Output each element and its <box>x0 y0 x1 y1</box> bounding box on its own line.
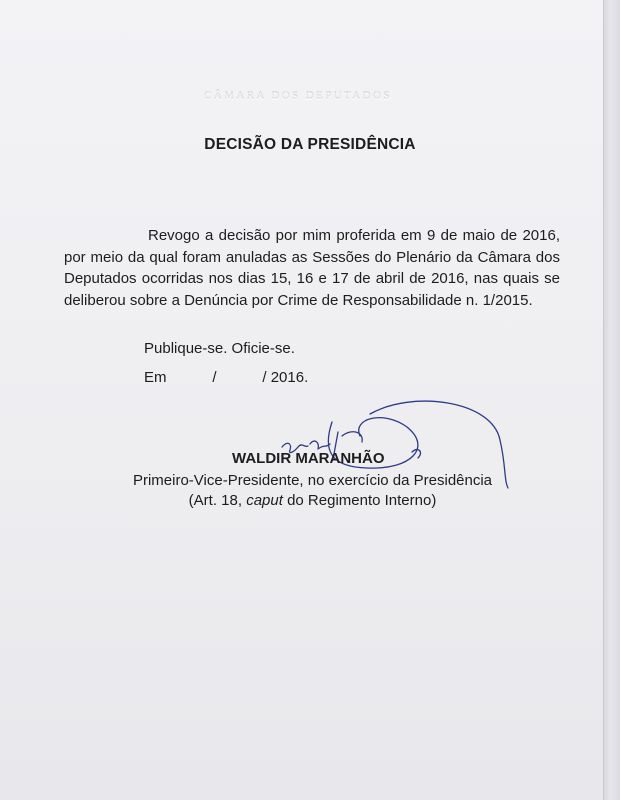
signatory-name: WALDIR MARANHÃO <box>232 450 385 467</box>
publication-order: Publique-se. Oficie-se. <box>144 340 295 357</box>
embossed-letterhead: CÂMARA DOS DEPUTADOS <box>204 90 392 102</box>
date-prefix: Em <box>144 369 167 386</box>
signatory-role <box>110 471 515 511</box>
date-year: / 2016. <box>262 369 309 386</box>
role-article: (Art. 18, <box>188 492 247 509</box>
paper-fold-edge <box>604 0 620 800</box>
role-line-2 <box>110 491 515 511</box>
date-line <box>144 369 308 386</box>
role-line-1: Primeiro-Vice-Presidente, no exercício da Presidência <box>132 472 493 489</box>
date-slash: / <box>212 369 217 386</box>
decision-body: Revogo a decisão por mim proferida em 9 de maio de 2016, por meio da qual foram anuladas as Sessões do Plenário da Câmara dos Deputados ocorridas nos dias 15, 16 e 17 de abril de 2016, nas quais se deliberou sobre a Denúncia por Crime de Responsabilidade n. 1/2015. <box>64 227 560 309</box>
document-title: DECISÃO DA PRESIDÊNCIA <box>204 136 416 153</box>
role-caput: caput <box>246 492 283 509</box>
role-regimento: do Regimento Interno) <box>282 492 437 509</box>
